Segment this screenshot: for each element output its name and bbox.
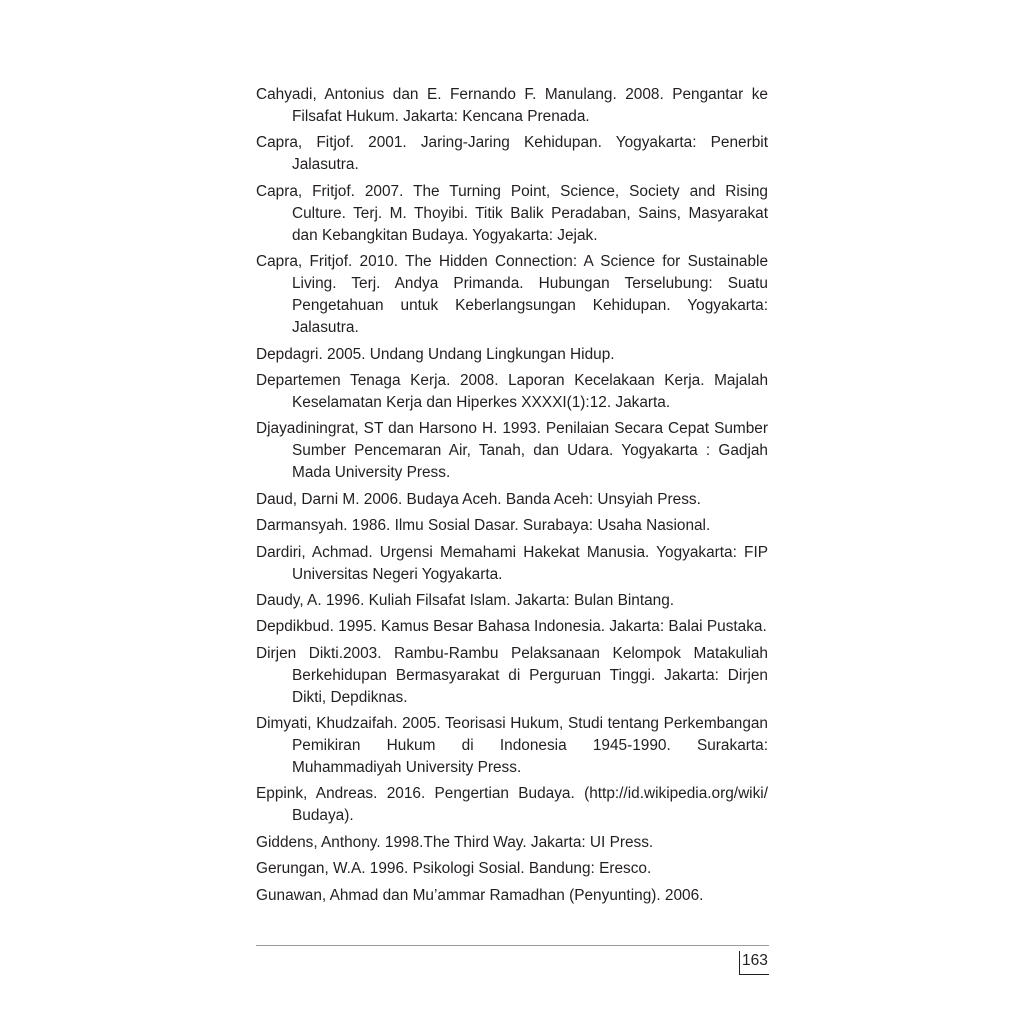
reference-entry: Dimyati, Khudzaifah. 2005. Teorisasi Hukum, Studi tentang Perkembangan Pemikiran Hukum di Indonesia 1945-1990. Surakarta: Muhammadiyah University Press.	[256, 715, 768, 777]
reference-entry: Dardiri, Achmad. Urgensi Memahami Hakekat Manusia. Yogyakarta: FIP Universitas Negeri Yogyakarta.	[256, 543, 768, 583]
reference-entry: Gerungan, W.A. 1996. Psikologi Sosial. Bandung: Eresco.	[256, 860, 652, 878]
reference-entry: Gunawan, Ahmad dan Mu’ammar Ramadhan (Penyunting). 2006.	[256, 886, 704, 904]
reference-entry: Dirjen Dikti.2003. Rambu-Rambu Pelaksanaan Kelompok Matakuliah Berkehidupan Bermasyarakat di Perguruan Tinggi. Jakarta: Dirjen Dikti, Depdiknas.	[256, 644, 768, 706]
reference-entry: Depdikbud. 1995. Kamus Besar Bahasa Indonesia. Jakarta: Balai Pustaka.	[256, 618, 767, 636]
footer-divider	[256, 945, 769, 946]
reference-entry: Capra, Fitjof. 2001. Jaring-Jaring Kehidupan. Yogyakarta: Penerbit Jalasutra.	[256, 134, 768, 174]
reference-entry: Djayadiningrat, ST dan Harsono H. 1993. Penilaian Secara Cepat Sumber Sumber Pencemaran Air, Tanah, dan Udara. Yogyakarta : Gadjah Mada University Press.	[256, 420, 768, 482]
reference-entry: Cahyadi, Antonius dan E. Fernando F. Manulang. 2008. Pengantar ke Filsafat Hukum. Jakarta: Kencana Prenada.	[256, 86, 768, 125]
reference-entry: Darmansyah. 1986. Ilmu Sosial Dasar. Surabaya: Usaha Nasional.	[256, 517, 711, 535]
reference-entry: Depdagri. 2005. Undang Undang Lingkungan Hidup.	[256, 345, 615, 363]
reference-entry: Capra, Fritjof. 2010. The Hidden Connection: A Science for Sustainable Living. Terj. Andya Primanda. Hubungan Terselubung: Suatu Pengetahuan untuk Keberlangsungan Kehidupan. Yogyakarta: Jalasutra.	[256, 253, 768, 337]
reference-entry: Departemen Tenaga Kerja. 2008. Laporan Kecelakaan Kerja. Majalah Keselamatan Kerja dan Hiperkes XXXXI(1):12. Jakarta.	[256, 371, 768, 411]
reference-entry: Daud, Darni M. 2006. Budaya Aceh. Banda Aceh: Unsyiah Press.	[256, 490, 701, 508]
reference-entry: Daudy, A. 1996. Kuliah Filsafat Islam. Jakarta: Bulan Bintang.	[256, 591, 675, 609]
reference-list	[256, 84, 768, 911]
reference-entry: Eppink, Andreas. 2016. Pengertian Budaya. (http://id.wikipedia.org/wiki/ Budaya).	[256, 785, 768, 825]
reference-entry: Capra, Fritjof. 2007. The Turning Point, Science, Society and Rising Culture. Terj. M. Thoyibi. Titik Balik Peradaban, Sains, Masyarakat dan Kebangkitan Budaya. Yogyakarta: Jejak.	[256, 182, 768, 244]
page-number: 163	[739, 951, 769, 975]
reference-entry: Giddens, Anthony. 1998.The Third Way. Jakarta: UI Press.	[256, 833, 654, 851]
